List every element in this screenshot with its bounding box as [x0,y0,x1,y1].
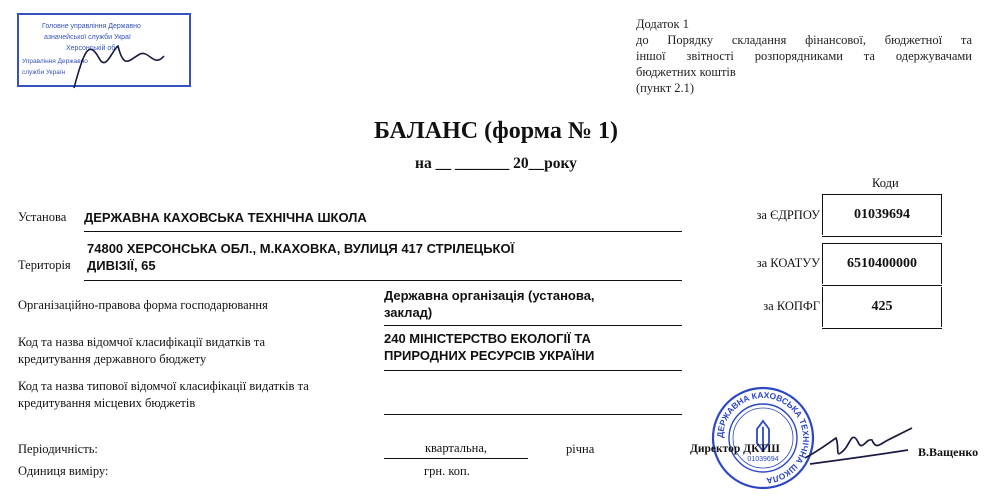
institution-name: ДЕРЖАВНА КАХОВСЬКА ТЕХНІЧНА ШКОЛА [84,210,367,225]
code-label-kopfg: за КОПФГ [763,299,820,313]
annex-line-4: бюджетних коштів [636,65,736,79]
unit-value: грн. коп. [424,464,470,478]
dept-code-value [384,330,682,371]
seal-center-code: 01039694 [747,456,779,463]
territory-value [84,240,682,281]
stamp-line-4: Управління Державно [22,58,88,65]
annex-line-1: Додаток 1 [636,17,689,31]
legal-form-line-1: Державна організація (установа, [384,288,595,303]
codes-header: Коди [872,176,899,190]
territory-line-1: 74800 ХЕРСОНСЬКА ОБЛ., М.КАХОВКА, ВУЛИЦЯ 417 СТРІЛЕЦЬКОЇ [87,241,515,256]
unit-label: Одиниця виміру: [18,464,109,478]
stamp-line-2: азначейської служби Украї [44,34,131,41]
director-name: В.Ващенко [918,445,979,459]
stamp-line-3: Херсонській обл [66,45,120,52]
legal-form-line-2: заклад) [384,305,433,320]
dept-code-label-1: Код та назва відомчої класифікації видатків та [18,335,265,349]
typical-code-label-1: Код та назва типової відомчої класифікації видатків та [18,379,309,393]
dept-code-label-2: кредитування державного бюджету [18,352,207,366]
periodicity-annual: річна [566,442,595,456]
code-kopfg: 425 [822,287,942,327]
legal-form-value [384,287,682,326]
stamp-line-5: служби Україн [22,69,66,76]
annex-line-5: (пункт 2.1) [636,81,695,95]
territory-label: Територія [18,258,71,272]
signature-icon [800,420,915,475]
dept-code-line-2: ПРИРОДНИХ РЕСУРСІВ УКРАЇНИ [384,348,595,363]
institution-label: Установа [18,210,67,224]
stamp-line-1: Головне управління Державно [42,23,141,30]
code-label-edrpou: за ЄДРПОУ [756,208,820,222]
periodicity-label: Періодичність: [18,442,98,456]
periodicity-quarterly: квартальна, [384,441,528,459]
director-label: Директор ДКТШ [690,443,780,455]
form-date-line: на __ _______ 20__року [415,155,577,172]
typical-code-label-2: кредитування місцевих бюджетів [18,396,196,410]
typical-code-label [18,378,309,412]
stamp-signature-icon [74,46,164,88]
dept-code-label [18,334,265,368]
code-label-koatuu: за КОАТУУ [756,256,820,270]
code-edrpou: 01039694 [822,195,942,235]
territory-line-2: ДИВІЗІЇ, 65 [87,258,156,273]
code-koatuu: 6510400000 [822,244,942,284]
annex-note [636,16,972,96]
form-title: БАЛАНС (форма № 1) [374,118,618,144]
seal-ring-text: ДЕРЖАВНА КАХОВСЬКА ТЕХНІЧНА ШКОЛА [714,389,812,486]
typical-code-value [384,398,682,415]
annex-line-2: до Порядку складання фінансової, бюджетної та [636,33,972,47]
annex-line-3: іншої звітності розпорядниками та одержувачами [636,49,972,63]
treasury-stamp [14,10,194,90]
legal-form-label: Організаційно-правова форма господарювання [18,298,268,312]
dept-code-line-1: 240 МІНІСТЕРСТВО ЕКОЛОГІЇ ТА [384,331,591,346]
institution-value [84,209,682,232]
